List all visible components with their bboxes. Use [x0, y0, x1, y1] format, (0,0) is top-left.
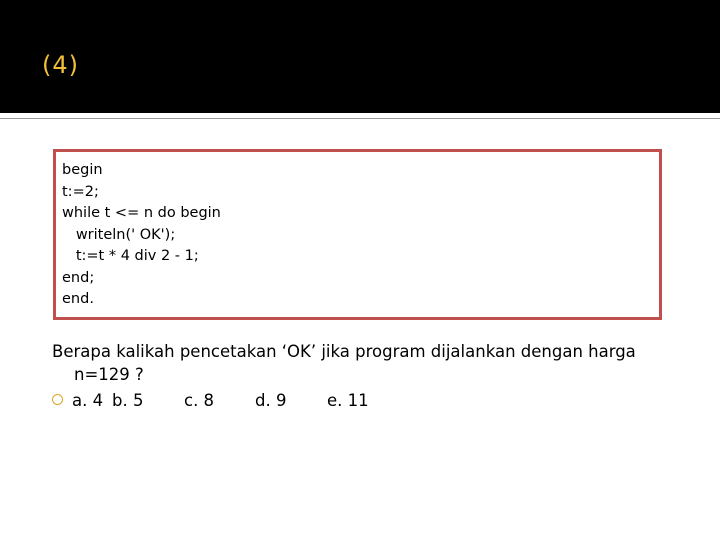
code-line-while: while t <= n do begin	[62, 205, 221, 221]
header-band	[0, 0, 720, 113]
code-listing	[62, 160, 221, 311]
code-line-update: t:=t * 4 div 2 - 1;	[62, 248, 199, 264]
code-line-end-loop: end;	[62, 269, 95, 286]
option-d: d. 9	[255, 391, 287, 410]
question-line-1: Berapa kalikah pencetakan ‘OK’ jika program dijalankan dengan harga	[52, 342, 636, 361]
question-text	[52, 340, 702, 386]
code-line-writeln: writeln(' OK');	[62, 226, 176, 243]
answer-options	[52, 389, 369, 412]
option-a: a. 4	[72, 391, 104, 410]
option-b: b. 5	[112, 391, 144, 410]
code-line-begin: begin	[62, 162, 103, 178]
code-box	[53, 149, 662, 320]
code-line-end-program: end.	[62, 291, 94, 307]
question-line-2: n=129 ?	[74, 365, 144, 384]
option-c: c. 8	[184, 391, 215, 410]
slide-title: (4)	[42, 51, 79, 79]
header-divider	[0, 118, 720, 119]
code-line-assign: t:=2;	[62, 183, 99, 200]
option-e: e. 11	[327, 391, 369, 410]
hollow-circle-bullet-icon	[52, 394, 63, 405]
